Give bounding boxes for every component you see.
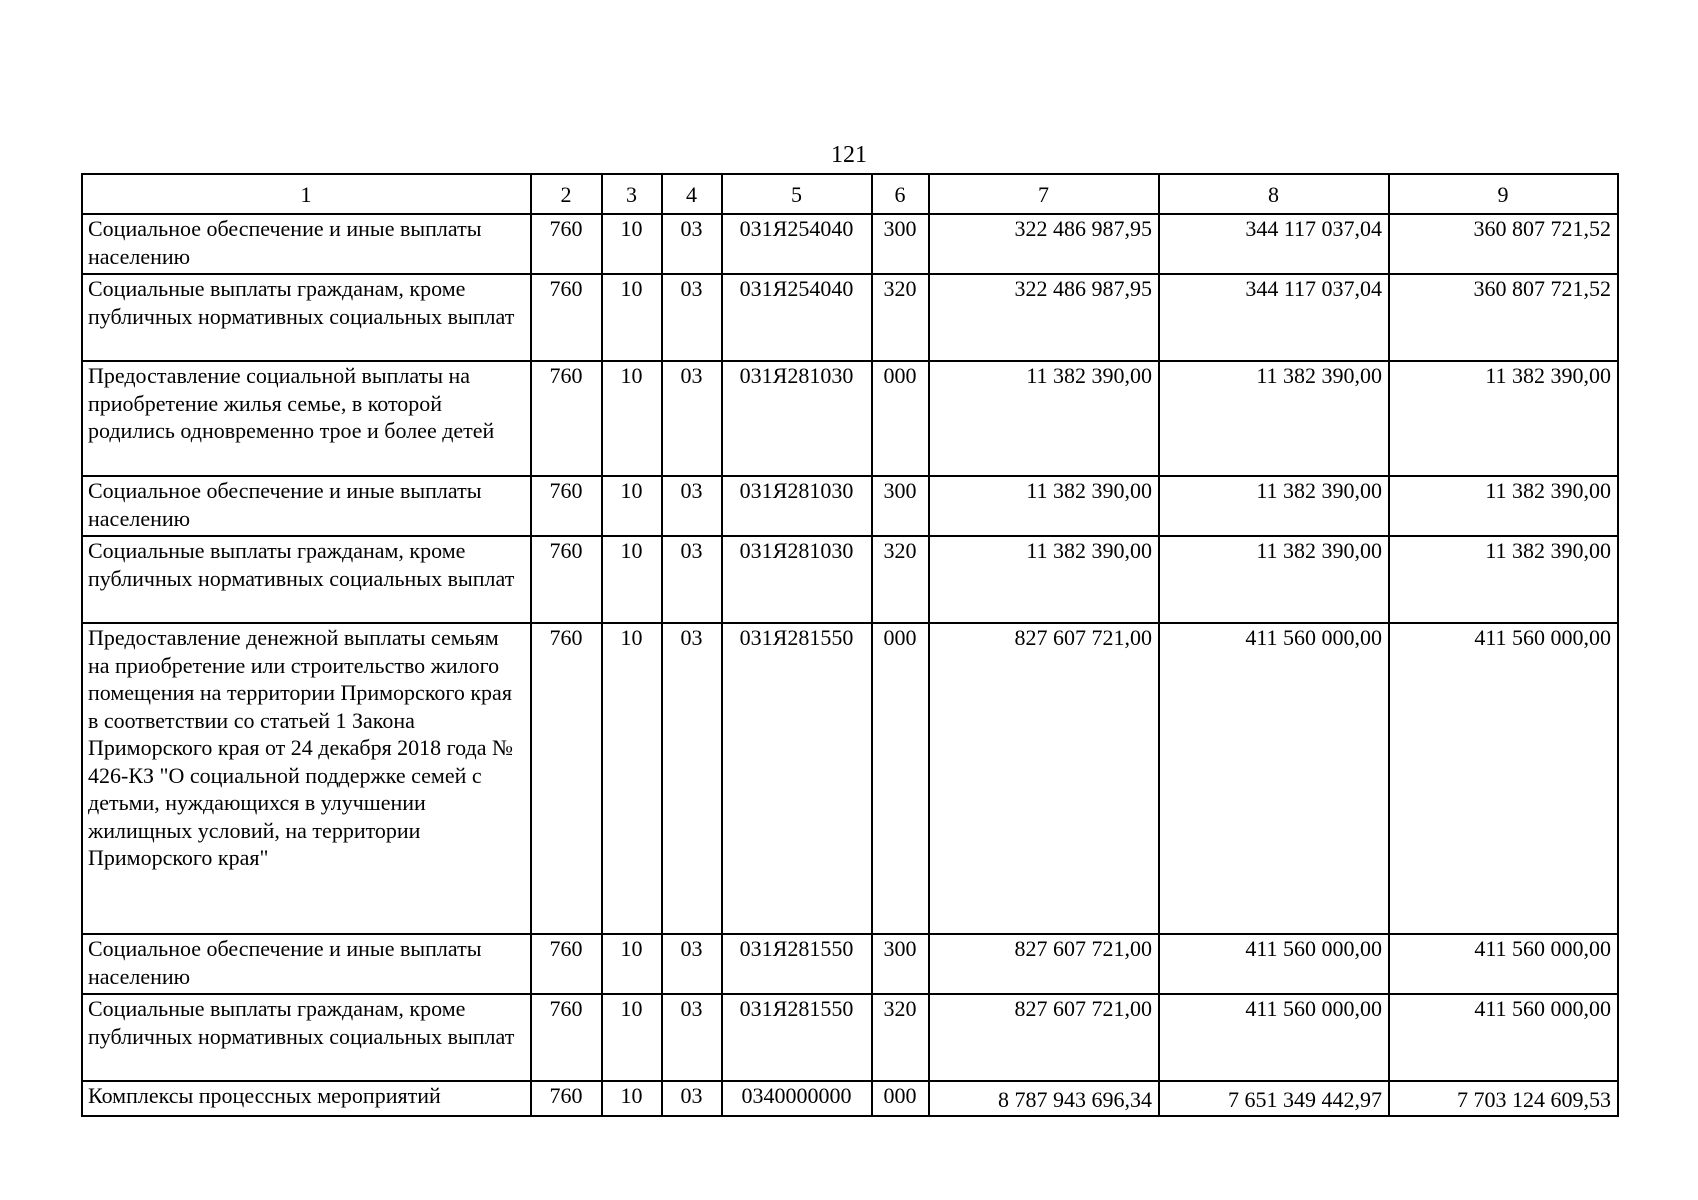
ministry-code: 760 xyxy=(531,361,602,476)
column-header: 3 xyxy=(602,174,662,214)
amount-col8: 11 382 390,00 xyxy=(1159,476,1389,536)
row-description: Комплексы процессных мероприятий xyxy=(82,1081,531,1116)
table-row xyxy=(82,1081,1618,1116)
ministry-code: 760 xyxy=(531,1081,602,1116)
amount-col7: 8 787 943 696,34 xyxy=(929,1081,1159,1116)
table-row xyxy=(82,934,1618,994)
section-code: 10 xyxy=(602,623,662,934)
amount-col7: 322 486 987,95 xyxy=(929,214,1159,274)
budget-table xyxy=(81,173,1619,1117)
expense-type-code: 320 xyxy=(872,994,929,1081)
column-header: 8 xyxy=(1159,174,1389,214)
row-description: Предоставление социальной выплаты на приобретение жилья семье, в которой родились одновременно трое и более детей xyxy=(82,361,531,476)
target-article-code: 031Я281030 xyxy=(722,476,872,536)
expense-type-code: 320 xyxy=(872,536,929,623)
amount-col8: 11 382 390,00 xyxy=(1159,536,1389,623)
expense-type-code: 320 xyxy=(872,274,929,361)
ministry-code: 760 xyxy=(531,214,602,274)
subsection-code: 03 xyxy=(662,994,722,1081)
page-number: 121 xyxy=(831,142,867,168)
row-description: Социальные выплаты гражданам, кроме публичных нормативных социальных выплат xyxy=(82,994,531,1081)
ministry-code: 760 xyxy=(531,994,602,1081)
amount-col7: 827 607 721,00 xyxy=(929,994,1159,1081)
section-code: 10 xyxy=(602,214,662,274)
section-code: 10 xyxy=(602,476,662,536)
amount-col9: 11 382 390,00 xyxy=(1389,361,1618,476)
row-description: Социальное обеспечение и иные выплаты населению xyxy=(82,934,531,994)
table-row xyxy=(82,994,1618,1081)
expense-type-code: 000 xyxy=(872,361,929,476)
target-article-code: 031Я281550 xyxy=(722,994,872,1081)
amount-col9: 7 703 124 609,53 xyxy=(1389,1081,1618,1116)
amount-col8: 11 382 390,00 xyxy=(1159,361,1389,476)
expense-type-code: 300 xyxy=(872,476,929,536)
amount-col7: 11 382 390,00 xyxy=(929,536,1159,623)
ministry-code: 760 xyxy=(531,536,602,623)
row-description: Социальное обеспечение и иные выплаты населению xyxy=(82,476,531,536)
target-article-code: 0340000000 xyxy=(722,1081,872,1116)
table-row xyxy=(82,623,1618,934)
section-code: 10 xyxy=(602,536,662,623)
target-article-code: 031Я254040 xyxy=(722,214,872,274)
column-header: 4 xyxy=(662,174,722,214)
target-article-code: 031Я281030 xyxy=(722,361,872,476)
section-code: 10 xyxy=(602,934,662,994)
section-code: 10 xyxy=(602,1081,662,1116)
target-article-code: 031Я281550 xyxy=(722,934,872,994)
section-code: 10 xyxy=(602,361,662,476)
table-row xyxy=(82,361,1618,476)
subsection-code: 03 xyxy=(662,214,722,274)
ministry-code: 760 xyxy=(531,623,602,934)
amount-col9: 360 807 721,52 xyxy=(1389,274,1618,361)
expense-type-code: 300 xyxy=(872,214,929,274)
column-header: 5 xyxy=(722,174,872,214)
column-header: 2 xyxy=(531,174,602,214)
subsection-code: 03 xyxy=(662,1081,722,1116)
expense-type-code: 300 xyxy=(872,934,929,994)
subsection-code: 03 xyxy=(662,361,722,476)
column-header: 7 xyxy=(929,174,1159,214)
amount-col8: 411 560 000,00 xyxy=(1159,623,1389,934)
column-header: 1 xyxy=(82,174,531,214)
amount-col7: 322 486 987,95 xyxy=(929,274,1159,361)
expense-type-code: 000 xyxy=(872,1081,929,1116)
subsection-code: 03 xyxy=(662,274,722,361)
amount-col9: 411 560 000,00 xyxy=(1389,623,1618,934)
section-code: 10 xyxy=(602,274,662,361)
table-row xyxy=(82,274,1618,361)
amount-col8: 411 560 000,00 xyxy=(1159,994,1389,1081)
amount-col9: 411 560 000,00 xyxy=(1389,994,1618,1081)
subsection-code: 03 xyxy=(662,934,722,994)
target-article-code: 031Я281550 xyxy=(722,623,872,934)
target-article-code: 031Я254040 xyxy=(722,274,872,361)
table-row xyxy=(82,536,1618,623)
ministry-code: 760 xyxy=(531,476,602,536)
ministry-code: 760 xyxy=(531,274,602,361)
row-description: Социальные выплаты гражданам, кроме публичных нормативных социальных выплат xyxy=(82,536,531,623)
ministry-code: 760 xyxy=(531,934,602,994)
amount-col7: 827 607 721,00 xyxy=(929,934,1159,994)
row-description: Социальное обеспечение и иные выплаты населению xyxy=(82,214,531,274)
subsection-code: 03 xyxy=(662,623,722,934)
amount-col8: 344 117 037,04 xyxy=(1159,274,1389,361)
subsection-code: 03 xyxy=(662,476,722,536)
amount-col7: 827 607 721,00 xyxy=(929,623,1159,934)
amount-col7: 11 382 390,00 xyxy=(929,361,1159,476)
amount-col9: 11 382 390,00 xyxy=(1389,476,1618,536)
table-row xyxy=(82,214,1618,274)
amount-col8: 344 117 037,04 xyxy=(1159,214,1389,274)
table-header-row xyxy=(82,174,1618,214)
amount-col9: 411 560 000,00 xyxy=(1389,934,1618,994)
column-header: 9 xyxy=(1389,174,1618,214)
expense-type-code: 000 xyxy=(872,623,929,934)
subsection-code: 03 xyxy=(662,536,722,623)
amount-col7: 11 382 390,00 xyxy=(929,476,1159,536)
section-code: 10 xyxy=(602,994,662,1081)
row-description: Социальные выплаты гражданам, кроме публичных нормативных социальных выплат xyxy=(82,274,531,361)
amount-col8: 411 560 000,00 xyxy=(1159,934,1389,994)
table-row xyxy=(82,476,1618,536)
amount-col9: 360 807 721,52 xyxy=(1389,214,1618,274)
target-article-code: 031Я281030 xyxy=(722,536,872,623)
column-header: 6 xyxy=(872,174,929,214)
row-description: Предоставление денежной выплаты семьям на приобретение или строительство жилого помещения на территории Приморского края в соответствии со статьей 1 Закона Приморского края от 24 декабря 2018 года № 426-КЗ "О социальной поддержке семей с детьми, нуждающихся в улучшении жилищных условий, на территории Приморского края" xyxy=(82,623,531,934)
amount-col9: 11 382 390,00 xyxy=(1389,536,1618,623)
amount-col8: 7 651 349 442,97 xyxy=(1159,1081,1389,1116)
